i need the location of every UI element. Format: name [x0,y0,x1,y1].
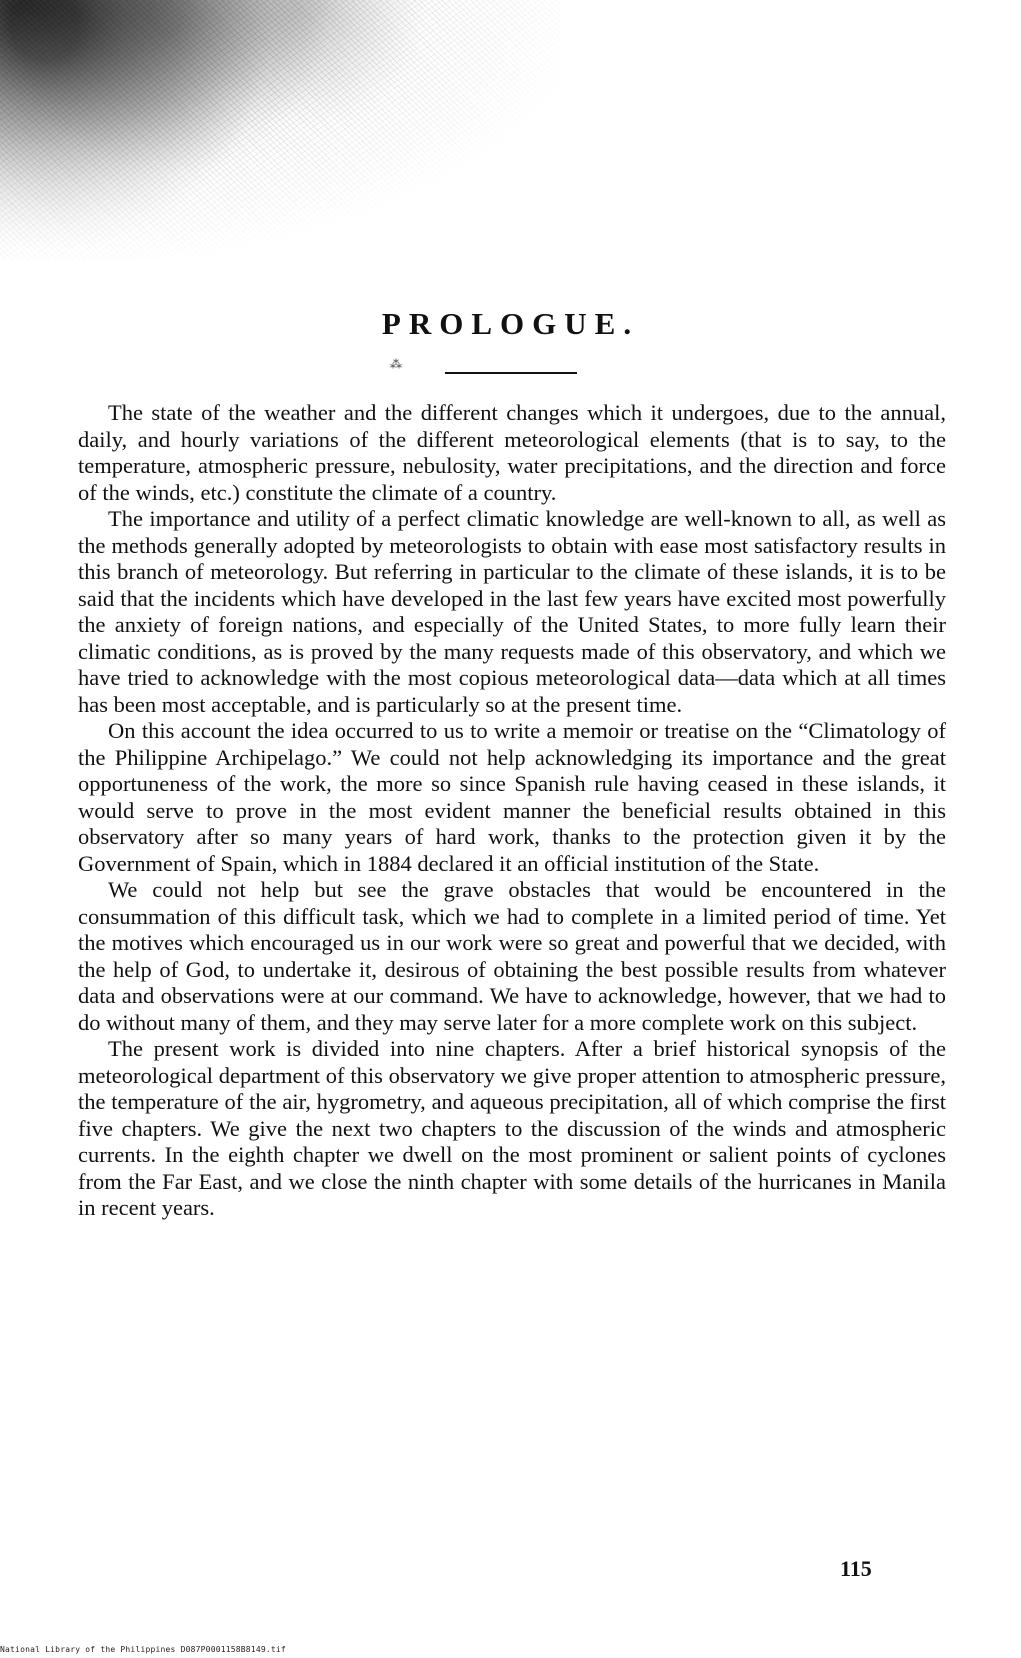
paragraph-5: The present work is divided into nine chapters. After a brief historical synopsis of the meteorological department of this observatory we give proper attention to atmospheric pressure, the temperature of the air, hygrometry, and aqueous precipitation, all of which comprise the first five chapters. We give the next two chapters to the discussion of the winds and atmospheric currents. In the eighth chapter we dwell on the most prominent or salient points of cyclones from the Far East, and we close the ninth chapter with some details of the hurricanes in Manila in recent years. [78,1036,946,1220]
ornament-mark: ⁂ [390,357,402,371]
prologue-body [78,400,946,1222]
paragraph-1: The state of the weather and the different changes which it undergoes, due to the annual, daily, and hourly variations of the different meteorological elements (that is to say, to the temperature, atmospheric pressure, nebulosity, water precipitations, and the direction and force of the winds, etc.) constitute the climate of a country. [78,400,946,505]
paragraph-4: We could not help but see the grave obstacles that would be encountered in the consummation of this difficult task, which we had to complete in a limited period of time. Yet the motives which encouraged us in our work were so great and powerful that we decided, with the help of God, to undertake it, desirous of obtaining the best possible results from whatever data and observations were at our command. We have to acknowledge, however, that we had to do without many of them, and they may serve later for a more complete work on this subject. [78,877,946,1035]
paragraph-2: The importance and utility of a perfect climatic knowledge are well-known to all, as well as the methods generally adopted by meteorologists to obtain with ease most satisfactory results in this branch of meteorology. But referring in particular to the climate of these islands, it is to be said that the incidents which have developed in the last few years have excited most powerfully the anxiety of foreign nations, and especially of the United States, to more fully learn their climatic conditions, as is proved by the many requests made of this observatory, and which we have tried to acknowledge with the most copious meteorological data—data which at all times has been most acceptable, and is particularly so at the present time. [78,506,946,717]
title-underline [445,372,577,374]
scan-speckle-noise [0,0,560,260]
paragraph-3: On this account the idea occurred to us to write a memoir or treatise on the “Climatology of the Philippine Archipelago.” We could not help acknowledging its importance and the great opportuneness of the work, the more so since Spanish rule having ceased in these islands, it would serve to prove in the most evident manner the beneficial results obtained in this observatory after so many years of hard work, thanks to the protection given it by the Government of Spain, which in 1884 declared it an official institution of the State. [78,718,946,876]
scan-footer: National Library of the Philippines D087P0001158B8149.tif [0,1645,286,1654]
page-number: 115 [840,1556,872,1581]
page-title: PROLOGUE. [381,306,640,341]
